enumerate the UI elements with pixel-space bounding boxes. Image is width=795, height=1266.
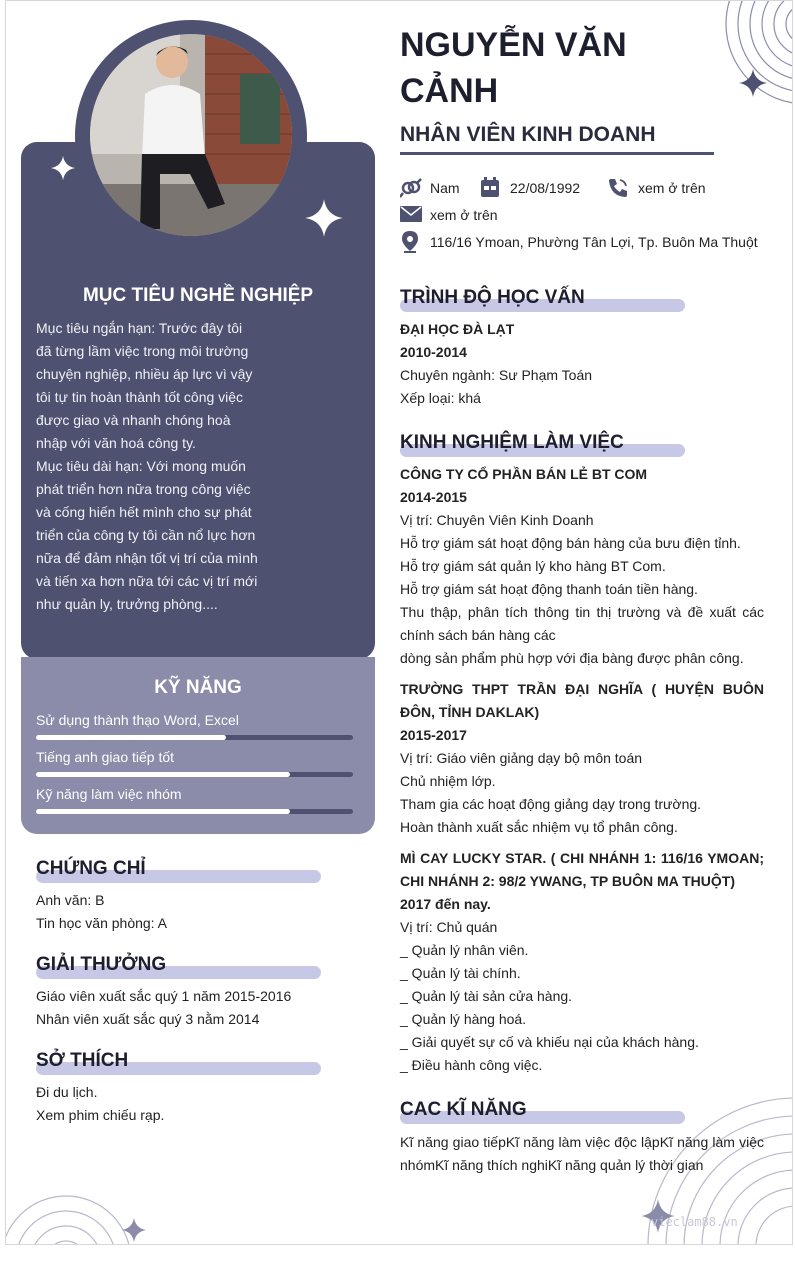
phone-value: xem ở trên	[638, 180, 706, 196]
skill-bar	[36, 809, 353, 814]
skill-item	[36, 748, 353, 777]
experience-line: Tham gia các hoạt động giảng dạy trong trường.	[400, 796, 702, 812]
watermark: vieclam88.vn	[651, 1215, 738, 1229]
experience-title: KINH NGHIỆM LÀM VIỆC	[400, 432, 624, 453]
experience-years: 2014-2015	[400, 489, 467, 505]
experience-line: dòng sản phẩm phù hợp với địa bàng được phân công.	[400, 650, 744, 666]
other-skills-title: CAC KĨ NĂNG	[400, 1099, 527, 1120]
objective-long-term: Mục tiêu dài hạn: Với mong muốn phát triển hơn nữa trong công việc và cống hiến hết mình cho sự phát triển của công ty tôi cần nổ lực hơn nữa để đảm nhận tốt vị trí của mình và tiến xa hơn nữa tới các vị trí mới như quản ly, trưởng phòng....	[36, 458, 258, 612]
skill-item	[36, 711, 353, 740]
experience-line: Vị trí: Chủ quán	[400, 919, 498, 935]
sparkle-icon	[738, 68, 768, 98]
experience-line: Hỗ trợ giám sát quản lý kho hàng BT Com.	[400, 558, 666, 574]
education-school: ĐẠI HỌC ĐÀ LẠT	[400, 321, 515, 337]
experience-item	[400, 463, 764, 670]
candidate-name: NGUYỄN VĂN CẢNH	[400, 26, 627, 110]
gender-value: Nam	[430, 180, 460, 196]
experience-line: _ Giải quyết sự cố và khiếu nại của khách hàng.	[400, 1034, 699, 1050]
experience-line: Chủ nhiệm lớp.	[400, 773, 496, 789]
experience-company: MÌ CAY LUCKY STAR. ( CHI NHÁNH 1: 116/16 YMOAN; CHI NHÁNH 2: 98/2 YWANG, TP BUÔN MA THUỘT)	[400, 850, 764, 889]
education-grade: Xếp loại: khá	[400, 390, 481, 406]
objective-text	[36, 317, 258, 616]
experience-line: Hoàn thành xuất sắc nhiệm vụ tổ phân công.	[400, 819, 678, 835]
skill-bar-fill	[36, 809, 290, 814]
email-value: xem ở trên	[430, 207, 498, 223]
experience-line: _ Quản lý tài chính.	[400, 965, 521, 981]
skills-title: KỸ NĂNG	[154, 677, 242, 698]
certificate-item: Anh văn: B	[36, 892, 105, 908]
skill-name: Sử dụng thành thạo Word, Excel	[36, 712, 239, 728]
hobby-item: Đi du lịch.	[36, 1084, 98, 1100]
other-skills-text	[400, 1131, 764, 1177]
experience-line: Hỗ trợ giám sát hoạt động bán hàng của bưu điện tỉnh.	[400, 535, 741, 551]
job-title: NHÂN VIÊN KINH DOANH	[400, 123, 656, 146]
location-icon	[401, 231, 419, 253]
experience-company: CÔNG TY CỔ PHẦN BÁN LẺ BT COM	[400, 466, 648, 482]
hobbies-list	[36, 1081, 164, 1127]
calendar-icon	[480, 177, 500, 198]
experience-line: _ Quản lý nhân viên.	[400, 942, 529, 958]
certificate-item: Tin học văn phòng: A	[36, 915, 168, 931]
experience-line: Hỗ trợ giám sát hoạt động thanh toán tiền hàng.	[400, 581, 698, 597]
sparkle-icon	[50, 155, 76, 181]
experience-years: 2017 đến nay.	[400, 896, 491, 912]
experience-line: _ Quản lý tài sản cửa hàng.	[400, 988, 573, 1004]
skill-bar-fill	[36, 772, 290, 777]
experience-item	[400, 678, 764, 839]
phone-icon	[607, 177, 629, 199]
sparkle-icon	[121, 1217, 147, 1243]
award-item: Giáo viên xuất sắc quý 1 năm 2015-2016	[36, 988, 292, 1004]
hobbies-title: SỞ THÍCH	[36, 1050, 129, 1071]
experience-line: Thu thập, phân tích thông tin thị trường và đề xuất các chính sách bán hàng các	[400, 604, 764, 643]
skill-bar-fill	[36, 735, 226, 740]
experience-item	[400, 847, 764, 1077]
experience-line: Vị trí: Giáo viên giảng dạy bộ môn toán	[400, 750, 643, 766]
arcs-decoration-bottom-left	[6, 1191, 136, 1245]
address-value: 116/16 Ymoan, Phường Tân Lợi, Tp. Buôn Ma Thuột	[430, 234, 758, 250]
education-years: 2010-2014	[400, 344, 467, 360]
skill-name: Kỹ năng làm việc nhóm	[36, 786, 182, 802]
birthday-value: 22/08/1992	[510, 180, 581, 196]
education-title: TRÌNH ĐỘ HỌC VẤN	[400, 287, 585, 308]
experience-company: TRƯỜNG THPT TRẦN ĐẠI NGHĨA ( HUYỆN BUÔN ĐÔN, TỈNH DAKLAK)	[400, 681, 764, 720]
hobby-item: Xem phim chiếu rạp.	[36, 1107, 165, 1123]
avatar	[90, 34, 292, 236]
skill-bar	[36, 735, 353, 740]
awards-title: GIẢI THƯỞNG	[36, 954, 167, 975]
objective-title: MỤC TIÊU NGHỀ NGHIỆP	[82, 285, 314, 306]
other-skills-paragraph: Kĩ năng giao tiếpKĩ năng làm việc độc lậpKĩ năng làm việc nhómKĩ năng thích nghiKĩ năng quản lý thời gian	[400, 1134, 764, 1173]
experience-line: _ Quản lý hàng hoá.	[400, 1011, 527, 1027]
experience-line: _ Điều hành công việc.	[400, 1057, 543, 1073]
education-major: Chuyên ngành: Sư Phạm Toán	[400, 367, 593, 383]
objective-short-term: Mục tiêu ngắn hạn: Trước đây tôi đã từng lầm việc trong môi trường chuyện nghiệp, nhiều áp lực vì vậy tôi tự tin hoàn thành tốt công việc được giao và nhanh chóng hoà nhập với văn hoá công ty.	[36, 320, 253, 451]
awards-list	[36, 985, 291, 1031]
education-content	[400, 318, 764, 410]
skill-name: Tiếng anh giao tiếp tốt	[36, 749, 175, 765]
experience-years: 2015-2017	[400, 727, 467, 743]
skill-item	[36, 785, 353, 814]
sparkle-icon	[304, 198, 344, 238]
email-icon	[400, 206, 422, 222]
gender-icon	[400, 178, 422, 198]
skill-bar	[36, 772, 353, 777]
job-title-underline	[400, 152, 714, 155]
certificates-title: CHỨNG CHỈ	[36, 858, 146, 879]
certificates-list	[36, 889, 167, 935]
experience-line: Vị trí: Chuyên Viên Kinh Doanh	[400, 512, 594, 528]
award-item: Nhân viên xuất sắc quý 3 nằm 2014	[36, 1011, 260, 1027]
